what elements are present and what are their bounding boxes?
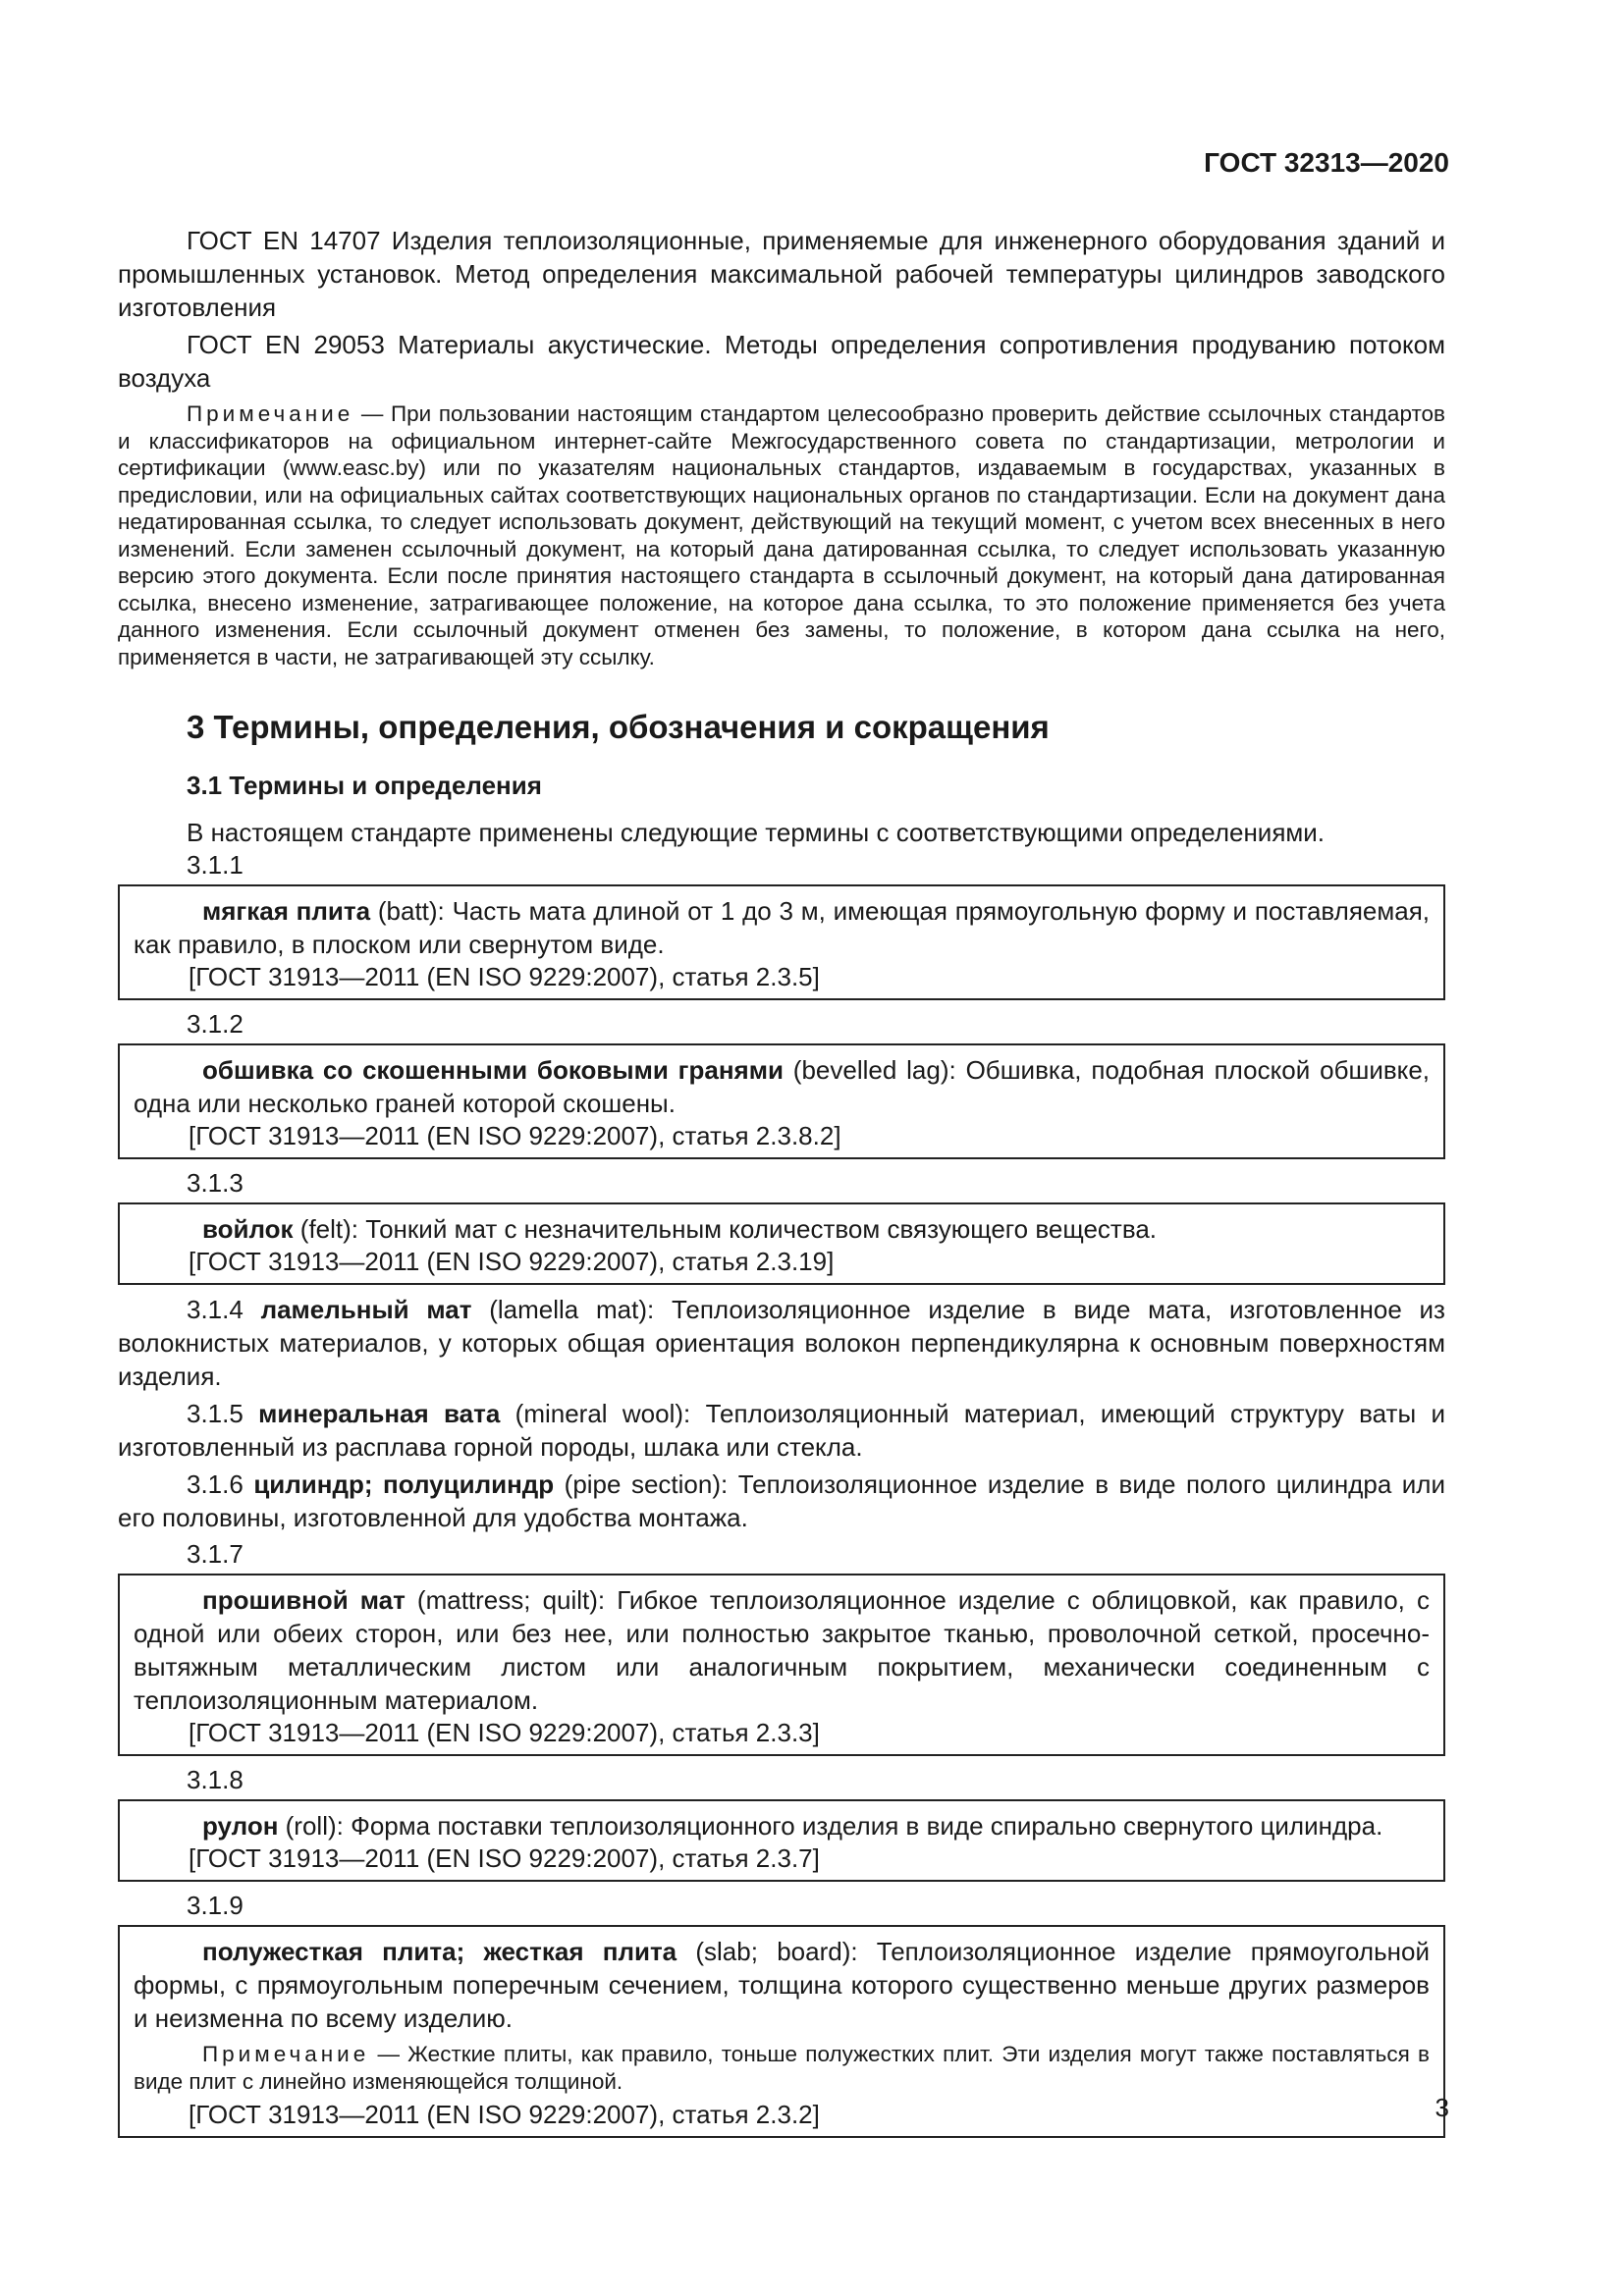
term-note [134,2041,1430,2095]
subsection-title: 3.1 Термины и определения [187,771,542,800]
term-box [118,1799,1445,1882]
term-box [118,1925,1445,2138]
section-lead: В настоящем стандарте применены следующие термины с соответствующими определениями. [187,818,1326,847]
term-definition [134,894,1430,961]
document-id-header: ГОСТ 32313—2020 [1204,147,1449,178]
term-definition-inline [118,1293,1445,1393]
term-source: [ГОСТ 31913—2011 (EN ISO 9229:2007), статья 2.3.3] [189,1718,820,1747]
reference-entry: ГОСТ EN 14707 Изделия теплоизоляционные, применяемые для инженерного оборудования зданий и промышленных установок. Метод определения максимальной рабочей температуры цилиндров заводского изготовления [118,226,1445,322]
term-source: [ГОСТ 31913—2011 (EN ISO 9229:2007), статья 2.3.8.2] [189,1121,841,1150]
term-number: 3.1.5 [187,1399,244,1428]
term-name: прошивной мат [202,1585,406,1615]
term-def-text: (batt): Часть мата длиной от 1 до 3 м, имеющая прямоугольную форму и поставляемая, как правило, в плоском или свернутом виде. [134,896,1431,959]
term-name: минеральная вата [258,1399,501,1428]
term-definition [134,1212,1430,1246]
term-number: 3.1.1 [187,850,244,880]
note-text: — При пользовании настоящим стандартом целесообразно проверить действие ссылочных стандартов и классификаторов на официальном интернет-сайте Межгосударственного совета по стандартизации, метрологии и сертификации (www.easc.by) или по указателям национальных стандартов, издаваемым в государствах, указанных в предисловии, или на официальных сайтах соответствующих национальных органов по стандартизации. Если на документ дана недатированная ссылка, то следует использовать документ, действующий на текущий момент, с учетом всех внесенных в него изменений. Если заменен ссылочный документ, на который дана датированная ссылка, то следует использовать указанную версию этого документа. Если после принятия настоящего стандарта в ссылочный документ, на который дана датированная ссылка, внесено изменение, затрагивающее положение, на которое дана ссылка, то это положение применяется без учета данного изменения. Если ссылочный документ отменен без замены, то положение, в котором дана ссылка на него, применяется в части, не затрагивающей эту ссылку. [118,401,1445,669]
term-number: 3.1.4 [187,1295,244,1324]
term-source: [ГОСТ 31913—2011 (EN ISO 9229:2007), статья 2.3.7] [189,1843,820,1873]
reference-note [118,400,1445,670]
term-number: 3.1.9 [187,1891,244,1920]
term-def-text: (pipe section): Теплоизоляционное изделие в виде полого цилиндра или его половины, изготовленной для удобства монтажа. [118,1469,1445,1532]
term-def-text: (roll): Форма поставки теплоизоляционного изделия в виде спирально свернутого цилиндра. [278,1811,1383,1841]
term-def-text: (lamella mat): Теплоизоляционное изделие в виде мата, изготовленное из волокнистых материалов, у которых общая ориентация волокон перпендикулярна к основным поверхностям изделия. [118,1295,1445,1391]
term-def-text: (felt): Тонкий мат с незначительным количеством связующего вещества. [293,1214,1158,1244]
reference-entry: ГОСТ EN 29053 Материалы акустические. Методы определения сопротивления продуванию потоком воздуха [118,330,1445,393]
term-number: 3.1.2 [187,1009,244,1039]
term-source: [ГОСТ 31913—2011 (EN ISO 9229:2007), статья 2.3.19] [189,1247,835,1276]
term-name: обшивка со скошенными боковыми гранями [202,1055,784,1085]
term-name: цилиндр; полуцилиндр [253,1469,555,1499]
term-box [118,1574,1445,1756]
term-box [118,884,1445,1000]
term-definition [134,1809,1430,1842]
term-def-text: (mattress; quilt): Гибкое теплоизоляционное изделие с облицовкой, как правило, с одной или обеих сторон, или без нее, или полностью закрытое тканью, проволочной сеткой, просечно-вытяжным металлическим листом или аналогичным покрытием, механически соединенным с теплоизоляционным материалом. [134,1585,1430,1715]
term-def-text: (bevelled lag): Обшивка, подобная плоской обшивке, одна или несколько граней которой скошены. [134,1055,1431,1118]
term-name: войлок [202,1214,294,1244]
term-definition [134,1935,1430,2035]
term-name: рулон [202,1811,279,1841]
term-name: полужесткая плита; жесткая плита [202,1937,677,1966]
term-number: 3.1.3 [187,1168,244,1198]
term-number: 3.1.6 [187,1469,244,1499]
term-definition [134,1053,1430,1120]
note-label: Примечание [202,2042,370,2066]
note-label: Примечание [187,401,354,426]
term-definition [134,1583,1430,1717]
term-number: 3.1.8 [187,1765,244,1794]
term-box [118,1043,1445,1159]
term-source: [ГОСТ 31913—2011 (EN ISO 9229:2007), статья 2.3.5] [189,962,820,991]
term-definition-inline [118,1468,1445,1534]
page-number: 3 [1435,2093,1449,2122]
term-box [118,1202,1445,1285]
term-def-text: (mineral wool): Теплоизоляционный материал, имеющий структуру ваты и изготовленный из расплава горной породы, шлака или стекла. [118,1399,1445,1462]
note-text: — Жесткие плиты, как правило, тоньше полужестких плит. Эти изделия могут также поставляться в виде плит с линейно изменяющейся толщиной. [134,2042,1430,2094]
term-name: ламельный мат [260,1295,472,1324]
term-definition-inline [118,1397,1445,1464]
term-number: 3.1.7 [187,1539,244,1569]
page-content [118,224,1445,2146]
section-title: 3 Термины, определения, обозначения и сокращения [187,709,1050,745]
term-source: [ГОСТ 31913—2011 (EN ISO 9229:2007), статья 2.3.2] [189,2100,820,2129]
term-name: мягкая плита [202,896,371,926]
term-def-text: (slab; board): Теплоизоляционное изделие прямоугольной формы, с прямоугольным поперечным сечением, толщина которого существенно меньше других размеров и неизменна по всему изделию. [134,1937,1430,2033]
